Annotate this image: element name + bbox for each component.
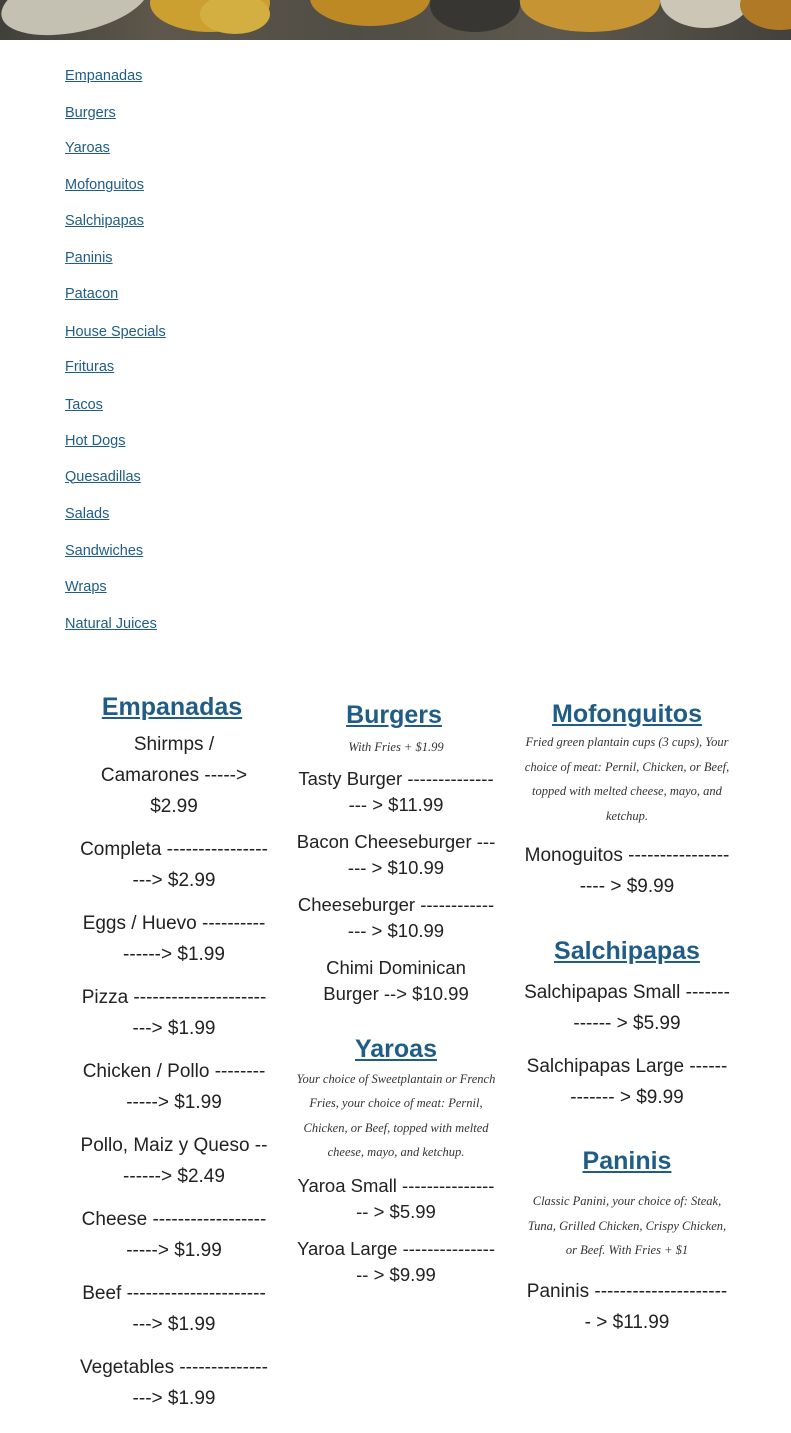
section-empanadas (80, 690, 268, 1414)
nav-link-mofonguitos[interactable]: Mofonguitos (65, 176, 144, 193)
menu-item: Pollo, Maiz y Queso --------> $2.49 (80, 1135, 268, 1187)
section-burgers (296, 698, 496, 1288)
menu-item: Tasty Burger ----------------- > $11.99 (298, 767, 494, 815)
section-title-salchipapas[interactable]: Salchipapas (554, 937, 700, 965)
nav-link-tacos[interactable]: Tacos (65, 396, 103, 413)
menu-item: Cheese -----------------------> $1.99 (81, 1209, 267, 1261)
nav-link-quesadillas[interactable]: Quesadillas (65, 468, 141, 485)
nav-link-house-specials[interactable]: House Specials (65, 323, 166, 340)
section-title-mofonguitos[interactable]: Mofonguitos (552, 700, 702, 728)
menu-item: Salchipapas Large ------------- > $9.99 (526, 1056, 728, 1108)
nav-link-salads[interactable]: Salads (65, 506, 110, 522)
menu-item: Paninis ---------------------- > $11.99 (526, 1280, 728, 1333)
section-note: Fried green plantain cups (3 cups), Your choice of meat: Pernil, Chicken, or Beef, topped with melted cheese, mayo, and ketchup. (524, 735, 730, 823)
category-nav (65, 62, 365, 646)
section-note: Classic Panini, your choice of: Steak, Tuna, Grilled Chicken, Crispy Chicken, or Beef. With Fries + $1 (527, 1194, 727, 1257)
section-note: With Fries + $1.99 (348, 740, 444, 754)
menu-item: Pizza ------------------------> $1.99 (81, 987, 267, 1039)
menu-item: Chicken / Pollo -------------> $1.99 (82, 1061, 266, 1113)
section-title-paninis[interactable]: Paninis (582, 1147, 672, 1175)
nav-link-yaroas[interactable]: Yaroas (65, 140, 110, 156)
section-title-empanadas[interactable]: Empanadas (101, 693, 243, 721)
nav-link-natural-juices[interactable]: Natural Juices (65, 615, 157, 632)
nav-link-paninis[interactable]: Paninis (65, 249, 113, 266)
menu-item: Vegetables -----------------> $1.99 (80, 1357, 268, 1409)
menu-item: Completa -------------------> $2.99 (80, 839, 268, 891)
section-mofonguitos (524, 698, 730, 1338)
nav-link-wraps[interactable]: Wraps (65, 579, 107, 595)
menu-item: Yaroa Large ----------------- > $9.99 (297, 1237, 495, 1285)
section-title-burgers[interactable]: Burgers (346, 701, 442, 729)
nav-link-sandwiches[interactable]: Sandwiches (65, 542, 144, 559)
section-title-yaroas[interactable]: Yaroas (354, 1034, 437, 1063)
nav-link-frituras[interactable]: Frituras (65, 359, 115, 375)
nav-link-burgers[interactable]: Burgers (65, 104, 116, 121)
header-food-image (0, 0, 791, 40)
nav-link-patacon[interactable]: Patacon (65, 286, 119, 302)
section-note: Your choice of Sweetplantain or French Fries, your choice of meat: Pernil, Chicken, or Beef, topped with melted cheese, mayo, and ketchup. (296, 1071, 496, 1159)
menu-item: Shirmps / Camarones -----> $2.99 (100, 734, 248, 817)
nav-link-hot-dogs[interactable]: Hot Dogs (65, 433, 126, 449)
menu-item: Monoguitos -------------------- > $9.99 (524, 845, 730, 897)
menu-item: Chimi Dominican Burger --> $10.99 (323, 956, 469, 1004)
menu-item: Cheeseburger --------------- > $10.99 (297, 893, 495, 941)
menu-item: Yaroa Small ----------------- > $5.99 (297, 1174, 495, 1222)
menu-item: Salchipapas Small ------------- > $5.99 (524, 982, 730, 1034)
nav-link-empanadas[interactable]: Empanadas (65, 68, 143, 84)
menu-item: Bacon Cheeseburger ------ > $10.99 (296, 830, 496, 878)
menu-item: Beef -------------------------> $1.99 (82, 1283, 266, 1335)
menu-item: Eggs / Huevo ----------------> $1.99 (82, 913, 266, 965)
nav-link-salchipapas[interactable]: Salchipapas (65, 213, 144, 229)
